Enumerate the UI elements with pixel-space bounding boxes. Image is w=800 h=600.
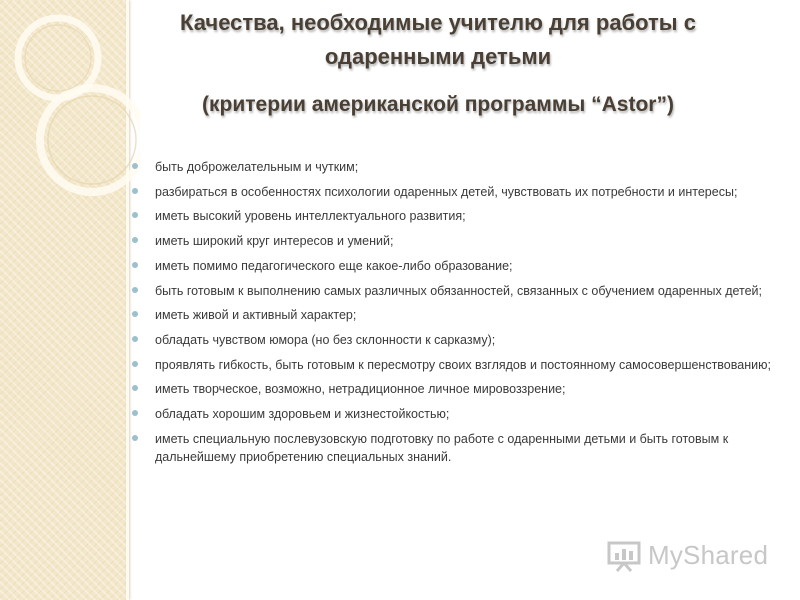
bullet-icon xyxy=(132,435,138,441)
list-item xyxy=(132,232,772,251)
list-item xyxy=(132,356,772,375)
list-item-text: иметь высокий уровень интеллектуального развития; xyxy=(155,209,466,224)
list-item xyxy=(132,306,772,325)
bullet-icon xyxy=(132,361,138,367)
list-item xyxy=(132,183,772,202)
qualities-list xyxy=(132,158,772,473)
watermark xyxy=(606,535,768,575)
list-item xyxy=(132,282,772,301)
list-item-text: обладать чувством юмора (но без склонности к сарказму); xyxy=(155,332,496,347)
bullet-icon xyxy=(132,188,138,194)
list-item-text: иметь творческое, возможно, нетрадиционное личное мировоззрение; xyxy=(155,382,566,397)
list-item xyxy=(132,430,772,467)
bullet-icon xyxy=(132,237,138,243)
list-item-text: быть доброжелательным и чутким; xyxy=(155,160,359,174)
slide-title-line-1: Качества, необходимые учителю для работы с xyxy=(180,10,696,35)
watermark-text: MyShared xyxy=(648,539,769,570)
bullet-icon xyxy=(132,163,138,169)
list-item-text: проявлять гибкость, быть готовым к пересмотру своих взглядов и постоянному самосовершенствованию; xyxy=(155,357,771,372)
list-item-text: иметь специальную послевузовскую подготовку по работе с одаренными детьми и быть готовым к дальнейшему приобретению специальных знаний. xyxy=(155,431,729,465)
list-item-text: иметь широкий круг интересов и умений; xyxy=(155,234,394,249)
list-item-text: обладать хорошим здоровьем и жизнестойкостью; xyxy=(155,407,450,422)
list-item-text: быть готовым к выполнению самых различных обязанностей, связанных с обучением одаренных детей; xyxy=(155,283,763,298)
slide-title xyxy=(118,6,758,74)
list-item-text: разбираться в особенностях психологии одаренных детей, чувствовать их потребности и интересы; xyxy=(155,184,738,199)
slide-subtitle: (критерии американской программы “Astor”) xyxy=(202,93,674,116)
bullet-icon xyxy=(132,336,138,342)
bullet-icon xyxy=(132,311,138,317)
list-item-text: иметь помимо педагогического еще какое-либо образование; xyxy=(155,258,513,273)
list-item-text: иметь живой и активный характер; xyxy=(155,308,357,323)
bullet-icon xyxy=(132,262,138,268)
presentation-board-icon xyxy=(606,537,642,573)
bullet-icon xyxy=(132,212,138,218)
list-item xyxy=(132,331,772,350)
list-item xyxy=(132,257,772,276)
list-item xyxy=(132,380,772,399)
slide-title-line-2: одаренными детьми xyxy=(324,44,552,69)
list-item xyxy=(132,207,772,226)
bullet-icon xyxy=(132,385,138,391)
list-item xyxy=(132,405,772,424)
bullet-icon xyxy=(132,287,138,293)
bullet-icon xyxy=(132,410,138,416)
list-item xyxy=(132,158,772,177)
